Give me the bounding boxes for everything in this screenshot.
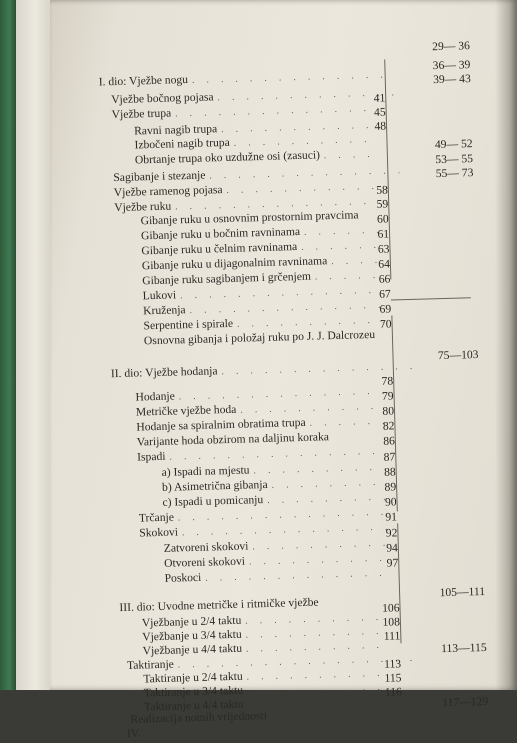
toc-page-number: 116 xyxy=(384,685,403,699)
toc-entry-title: Metričke vježbe hoda xyxy=(135,402,237,419)
leader-dots xyxy=(169,446,385,462)
toc-entry-title: Gibanje ruku sagibanjem i grčenjem xyxy=(142,269,312,288)
toc-page-number: 61 xyxy=(377,227,390,241)
leader-dots xyxy=(192,69,395,85)
toc-entry-title: Taktiranje u 3/4 taktu xyxy=(143,683,244,700)
toc-entry-title: Gibanje ruku u osnovnim prostornim pravcima xyxy=(140,208,359,228)
toc-entry-title: Skokovi xyxy=(139,525,179,540)
toc-entry-title: Poskoci xyxy=(164,570,202,585)
toc-page-number: 92 xyxy=(385,526,398,540)
toc-page-range: 117—129 xyxy=(442,694,489,710)
toc-entry-title: b) Asimetrična gibanja xyxy=(161,477,268,494)
toc-page-number: 59 xyxy=(376,197,389,211)
toc-entry-title: Vježbe ramenog pojasa xyxy=(113,183,223,200)
toc-page-number: 48 xyxy=(374,119,387,133)
toc-page-number: 79 xyxy=(381,389,394,403)
toc-page-number: 91 xyxy=(385,510,398,524)
toc-entry-title: IV. xyxy=(126,726,141,740)
toc-page-number: 87 xyxy=(383,450,396,464)
toc-entry-title: Varijante hoda obzirom na daljinu koraka xyxy=(136,430,330,449)
toc-page-range: 39— 43 xyxy=(432,72,471,87)
toc-entry-title: Lukovi xyxy=(142,288,177,303)
toc-page-range: 49— 52 xyxy=(434,137,473,152)
toc-entry-title: Vježbanje u 2/4 taktu xyxy=(141,613,242,630)
toc-page-number: 88 xyxy=(383,465,396,479)
toc-page-number: 86 xyxy=(383,434,396,448)
toc-page-range: 113—115 xyxy=(440,640,487,656)
toc-page-number: 70 xyxy=(379,317,392,331)
toc-page-range: 75—103 xyxy=(437,348,479,363)
toc-page-number: 64 xyxy=(378,257,391,271)
toc-page-number: 60 xyxy=(376,212,389,226)
toc-page-number: 45 xyxy=(373,105,386,119)
toc-entry-title: Vježbanje u 3/4 taktu xyxy=(142,627,242,644)
toc-entry-title: Ispadi xyxy=(137,449,166,464)
toc-page-number: 80 xyxy=(382,404,395,418)
toc-page-range: 55— 73 xyxy=(435,166,474,181)
toc-page-number: 89 xyxy=(384,480,397,494)
toc-page-number: 63 xyxy=(377,242,390,256)
toc-entry-title: Hodanje sa spiralnim obratima trupa xyxy=(136,415,306,434)
toc-page-number: 82 xyxy=(382,419,395,433)
toc-entry-title: Vježbe bočnog pojasa xyxy=(111,90,214,107)
toc-entry-title: Izbočeni nagib trupa xyxy=(134,135,230,152)
toc-entry-title: Vježbanje u 4/4 taktu xyxy=(142,641,243,658)
leader-dots xyxy=(324,149,381,161)
toc-entry-title: Hodanje xyxy=(135,389,175,404)
toc-entry-title: Gibanje ruku u dijagonalnim ravninama xyxy=(141,254,328,273)
toc-entry-part[interactable] xyxy=(99,67,399,88)
toc-entry-title: c) Ispadi u pomicanju xyxy=(162,493,264,509)
toc-entry-title: Gibanje ruku u bočnim ravninama xyxy=(140,224,301,243)
toc-page-number: 90 xyxy=(384,495,397,509)
toc-page-range: 53— 55 xyxy=(435,152,474,167)
toc-entry-title: Obrtanje trupa oko uzdužne osi (zasuci) xyxy=(134,148,321,167)
toc-entry-title: Taktiranje u 2/4 taktu xyxy=(143,669,243,686)
toc-entry-title: Realizacija notnih vrijednosti xyxy=(130,709,268,726)
section-rule xyxy=(391,297,471,300)
toc-page-range: 36— 39 xyxy=(432,58,471,73)
toc-page-number: 108 xyxy=(382,615,401,629)
toc-page-number: 97 xyxy=(386,556,399,570)
toc-page-range: 29— 36 xyxy=(431,39,471,54)
toc-page-number: 67 xyxy=(378,287,391,301)
toc-entry-title: Osnovna gibanja i položaj ruku po J. J. Dalcrozeu xyxy=(143,327,376,348)
toc-page-number: 66 xyxy=(378,272,391,286)
toc-entry-title: a) Ispadi na mjestu xyxy=(161,463,250,479)
toc-page-number: 115 xyxy=(384,671,402,685)
toc-entry-title: II. dio: Vježbe hodanja xyxy=(110,364,218,381)
toc-page-number: 113 xyxy=(383,657,402,671)
toc-entry-title: Trčanje xyxy=(138,510,175,525)
leader-dots xyxy=(234,134,379,148)
toc-entry-title: Serpentine i spirale xyxy=(143,316,234,333)
toc-entry-title: Kruženja xyxy=(142,303,186,318)
toc-entry-title: Zatvoreni skokovi xyxy=(163,539,249,555)
leader-dots xyxy=(271,707,419,721)
toc-page-number: 69 xyxy=(379,302,392,316)
toc-page-number: 111 xyxy=(383,629,401,643)
toc-page-number: 78 xyxy=(381,374,394,388)
toc-entry-title: Vježbe ruku xyxy=(114,199,172,215)
toc-page-number: 58 xyxy=(376,183,389,197)
toc-entry-title: Ravni nagib trupa xyxy=(133,122,218,138)
toc-page-number: 41 xyxy=(373,91,386,105)
toc-entry-title: Sagibanje i stezanje xyxy=(113,168,206,185)
toc-entry-title: Taktiranje u 4/4 taktu xyxy=(144,697,244,714)
toc-entry-title: Gibanje ruku u čelnim ravninama xyxy=(141,240,298,258)
toc-page-number: 106 xyxy=(381,601,400,615)
toc-entry-title: I. dio: Vježbe nogu xyxy=(98,73,189,89)
toc-page-number: 94 xyxy=(386,541,399,555)
toc-entry-title: III. dio: Uvodne metričke i ritmičke vježbe xyxy=(119,595,319,615)
toc-entry-title: Vježbe trupa xyxy=(111,106,172,122)
toc-page-range: 105—111 xyxy=(439,584,486,600)
toc-entry-title: Otvoreni skokovi xyxy=(164,554,246,570)
toc-entry-title: Taktiranje xyxy=(126,657,175,672)
